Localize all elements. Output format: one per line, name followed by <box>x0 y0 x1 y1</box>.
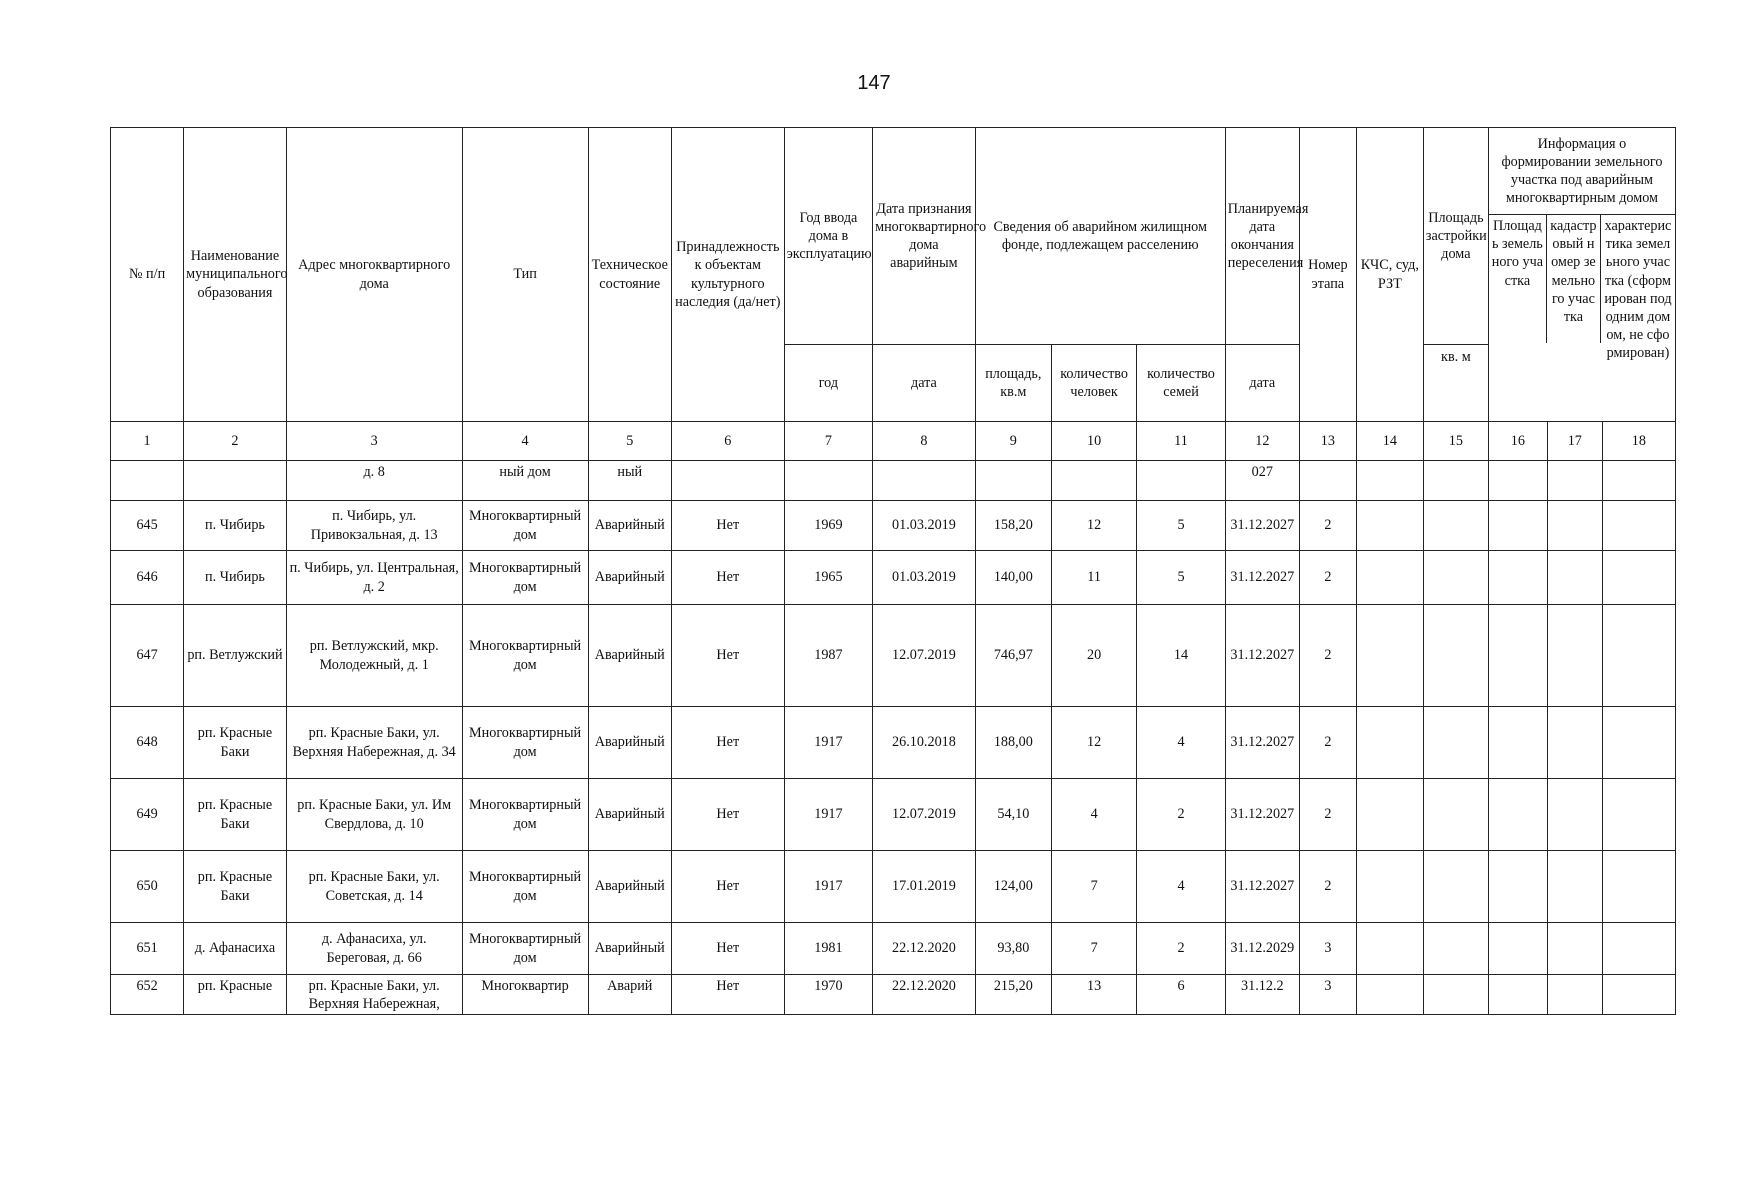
subheader-built-unit: кв. м <box>1423 345 1488 422</box>
empty-cell-col-18 <box>1602 975 1675 1015</box>
type-cell: Многоквартирный дом <box>462 605 588 707</box>
address-cell: рп. Красные Баки, ул. Верхняя Набережная, <box>286 975 462 1015</box>
type-cell: Многоквартирный дом <box>462 923 588 975</box>
stage-cell <box>1299 461 1356 501</box>
header-fund-info: Сведения об аварийном жилищном фонде, подлежащем расселению <box>975 128 1225 345</box>
area-cell <box>975 461 1051 501</box>
row-number: 652 <box>111 975 184 1015</box>
row-number: 645 <box>111 501 184 551</box>
subheader-area: площадь, кв.м <box>975 345 1051 422</box>
stage-cell: 2 <box>1299 501 1356 551</box>
address-cell: рп. Красные Баки, ул. Верхняя Набережная, д. 34 <box>286 707 462 779</box>
families-cell: 6 <box>1137 975 1225 1015</box>
area-cell: 158,20 <box>975 501 1051 551</box>
area-cell: 140,00 <box>975 551 1051 605</box>
table-row <box>111 605 1676 707</box>
empty-cell-col-15 <box>1423 707 1488 779</box>
municipality-cell: д. Афанасиха <box>184 923 287 975</box>
row-number: 651 <box>111 923 184 975</box>
empty-cell-col-16 <box>1488 707 1547 779</box>
header-municipality: Наименование муниципального образования <box>184 128 287 422</box>
planned-date-cell: 31.12.2 <box>1225 975 1299 1015</box>
type-cell: Многоквартирный дом <box>462 501 588 551</box>
subheader-planned-date: дата <box>1225 345 1299 422</box>
kchs-cell <box>1356 551 1423 605</box>
column-number-row <box>111 422 1676 461</box>
emergency-housing-table <box>110 127 1676 1015</box>
planned-date-cell: 31.12.2027 <box>1225 851 1299 923</box>
empty-cell-col-15 <box>1423 551 1488 605</box>
municipality-cell: п. Чибирь <box>184 501 287 551</box>
header-cadastral: кадастровый номер земельного участка <box>1547 215 1601 343</box>
people-cell: 4 <box>1051 779 1136 851</box>
planned-date-cell: 027 <box>1225 461 1299 501</box>
table-row <box>111 461 1676 501</box>
kchs-cell <box>1356 461 1423 501</box>
table-row <box>111 923 1676 975</box>
empty-cell-col-15 <box>1423 851 1488 923</box>
heritage-cell: Нет <box>671 551 784 605</box>
subheader-people: количество человек <box>1051 345 1136 422</box>
empty-cell-col-16 <box>1488 605 1547 707</box>
year-cell: 1987 <box>784 605 872 707</box>
column-number-16: 16 <box>1488 422 1547 461</box>
page-number: 147 <box>857 72 891 94</box>
table-row <box>111 975 1676 1015</box>
column-number-4: 4 <box>462 422 588 461</box>
recognition-date-cell <box>873 461 976 501</box>
people-cell: 13 <box>1051 975 1136 1015</box>
header-type: Тип <box>462 128 588 422</box>
kchs-cell <box>1356 851 1423 923</box>
column-number-6: 6 <box>671 422 784 461</box>
tech-state-cell: Аварийный <box>588 923 671 975</box>
recognition-date-cell: 26.10.2018 <box>873 707 976 779</box>
empty-cell-col-17 <box>1547 707 1602 779</box>
municipality-cell: п. Чибирь <box>184 551 287 605</box>
families-cell: 5 <box>1137 551 1225 605</box>
address-cell: п. Чибирь, ул. Центральная, д. 2 <box>286 551 462 605</box>
heritage-cell <box>671 461 784 501</box>
municipality-cell: рп. Красные Баки <box>184 707 287 779</box>
type-cell: ный дом <box>462 461 588 501</box>
empty-cell-col-15 <box>1423 975 1488 1015</box>
kchs-cell <box>1356 923 1423 975</box>
stage-cell: 3 <box>1299 923 1356 975</box>
year-cell: 1917 <box>784 707 872 779</box>
stage-cell: 2 <box>1299 851 1356 923</box>
year-cell: 1981 <box>784 923 872 975</box>
column-number-13: 13 <box>1299 422 1356 461</box>
planned-date-cell: 31.12.2027 <box>1225 551 1299 605</box>
header-built-area: Площадь застройки дома <box>1423 128 1488 345</box>
tech-state-cell: ный <box>588 461 671 501</box>
type-cell: Многоквартирный дом <box>462 851 588 923</box>
year-cell: 1917 <box>784 851 872 923</box>
header-planned-date: Планируемая дата окончания переселения <box>1225 128 1299 345</box>
families-cell: 5 <box>1137 501 1225 551</box>
tech-state-cell: Аварийный <box>588 851 671 923</box>
subheader-date: дата <box>873 345 976 422</box>
empty-cell-col-18 <box>1602 851 1675 923</box>
header-heritage: Принадлежность к объектам культурного наследия (да/нет) <box>671 128 784 422</box>
table-row <box>111 779 1676 851</box>
people-cell: 7 <box>1051 923 1136 975</box>
subheader-year: год <box>784 345 872 422</box>
heritage-cell: Нет <box>671 707 784 779</box>
recognition-date-cell: 01.03.2019 <box>873 551 976 605</box>
header-recognition-date: Дата признания многоквартирного дома аварийным <box>873 128 976 345</box>
header-land-area: Площадь земельного участка <box>1489 215 1547 343</box>
row-number: 650 <box>111 851 184 923</box>
tech-state-cell: Аварийный <box>588 605 671 707</box>
heritage-cell: Нет <box>671 923 784 975</box>
type-cell: Многоквартир <box>462 975 588 1015</box>
empty-cell-col-15 <box>1423 501 1488 551</box>
tech-state-cell: Аварий <box>588 975 671 1015</box>
header-address: Адрес многоквартирного дома <box>286 128 462 422</box>
empty-cell-col-16 <box>1488 501 1547 551</box>
year-cell: 1917 <box>784 779 872 851</box>
empty-cell-col-16 <box>1488 551 1547 605</box>
stage-cell: 3 <box>1299 975 1356 1015</box>
table-row <box>111 851 1676 923</box>
families-cell: 2 <box>1137 923 1225 975</box>
families-cell: 2 <box>1137 779 1225 851</box>
column-number-17: 17 <box>1547 422 1602 461</box>
column-number-12: 12 <box>1225 422 1299 461</box>
header-tech-state: Техническое состояние <box>588 128 671 422</box>
type-cell: Многоквартирный дом <box>462 779 588 851</box>
empty-cell-col-17 <box>1547 461 1602 501</box>
kchs-cell <box>1356 605 1423 707</box>
empty-cell-col-17 <box>1547 975 1602 1015</box>
subheader-families: количество семей <box>1137 345 1225 422</box>
municipality-cell: рп. Красные <box>184 975 287 1015</box>
municipality-cell: рп. Ветлужский <box>184 605 287 707</box>
stage-cell: 2 <box>1299 551 1356 605</box>
planned-date-cell: 31.12.2027 <box>1225 779 1299 851</box>
tech-state-cell: Аварийный <box>588 501 671 551</box>
empty-cell-col-18 <box>1602 779 1675 851</box>
recognition-date-cell: 22.12.2020 <box>873 975 976 1015</box>
empty-cell-col-18 <box>1602 923 1675 975</box>
tech-state-cell: Аварийный <box>588 707 671 779</box>
heritage-cell: Нет <box>671 605 784 707</box>
empty-cell-col-18 <box>1602 551 1675 605</box>
year-cell: 1970 <box>784 975 872 1015</box>
column-number-1: 1 <box>111 422 184 461</box>
address-cell: рп. Красные Баки, ул. Им Свердлова, д. 10 <box>286 779 462 851</box>
people-cell: 11 <box>1051 551 1136 605</box>
area-cell: 93,80 <box>975 923 1051 975</box>
heritage-cell: Нет <box>671 851 784 923</box>
column-number-15: 15 <box>1423 422 1488 461</box>
heritage-cell: Нет <box>671 779 784 851</box>
people-cell <box>1051 461 1136 501</box>
header-kchs: КЧС, суд, РЗТ <box>1356 128 1423 422</box>
kchs-cell <box>1356 975 1423 1015</box>
address-cell: рп. Красные Баки, ул. Советская, д. 14 <box>286 851 462 923</box>
year-cell <box>784 461 872 501</box>
land-subcolumns <box>1489 215 1675 362</box>
row-number <box>111 461 184 501</box>
column-number-3: 3 <box>286 422 462 461</box>
stage-cell: 2 <box>1299 605 1356 707</box>
tech-state-cell: Аварийный <box>588 779 671 851</box>
empty-cell-col-16 <box>1488 779 1547 851</box>
empty-cell-col-17 <box>1547 605 1602 707</box>
row-number: 646 <box>111 551 184 605</box>
column-number-9: 9 <box>975 422 1051 461</box>
stage-cell: 2 <box>1299 779 1356 851</box>
header-land-char: характеристика земельного участка (сформирован под одним домом, не сформирован) <box>1604 218 1672 362</box>
area-cell: 215,20 <box>975 975 1051 1015</box>
empty-cell-col-15 <box>1423 779 1488 851</box>
empty-cell-col-18 <box>1602 501 1675 551</box>
empty-cell-col-17 <box>1547 551 1602 605</box>
area-cell: 188,00 <box>975 707 1051 779</box>
header-year-built: Год ввода дома в эксплуатацию <box>784 128 872 345</box>
people-cell: 20 <box>1051 605 1136 707</box>
header-land-info: Информация о формировании земельного участка под аварийным многоквартирным домом <box>1489 128 1675 215</box>
area-cell: 746,97 <box>975 605 1051 707</box>
column-number-5: 5 <box>588 422 671 461</box>
empty-cell-col-18 <box>1602 605 1675 707</box>
planned-date-cell: 31.12.2027 <box>1225 605 1299 707</box>
column-number-7: 7 <box>784 422 872 461</box>
kchs-cell <box>1356 707 1423 779</box>
row-number: 648 <box>111 707 184 779</box>
planned-date-cell: 31.12.2027 <box>1225 501 1299 551</box>
empty-cell-col-16 <box>1488 851 1547 923</box>
recognition-date-cell: 12.07.2019 <box>873 605 976 707</box>
column-number-10: 10 <box>1051 422 1136 461</box>
heritage-cell: Нет <box>671 501 784 551</box>
people-cell: 12 <box>1051 707 1136 779</box>
empty-cell-col-17 <box>1547 923 1602 975</box>
recognition-date-cell: 17.01.2019 <box>873 851 976 923</box>
header-num: № п/п <box>111 128 184 422</box>
table-row <box>111 551 1676 605</box>
recognition-date-cell: 01.03.2019 <box>873 501 976 551</box>
empty-cell-col-16 <box>1488 461 1547 501</box>
column-number-8: 8 <box>873 422 976 461</box>
empty-cell-col-18 <box>1602 707 1675 779</box>
families-cell <box>1137 461 1225 501</box>
municipality-cell: рп. Красные Баки <box>184 851 287 923</box>
year-cell: 1969 <box>784 501 872 551</box>
municipality-cell: рп. Красные Баки <box>184 779 287 851</box>
address-cell: д. 8 <box>286 461 462 501</box>
year-cell: 1965 <box>784 551 872 605</box>
planned-date-cell: 31.12.2029 <box>1225 923 1299 975</box>
address-cell: п. Чибирь, ул. Привокзальная, д. 13 <box>286 501 462 551</box>
column-number-2: 2 <box>184 422 287 461</box>
column-number-11: 11 <box>1137 422 1225 461</box>
kchs-cell <box>1356 501 1423 551</box>
empty-cell-col-18 <box>1602 461 1675 501</box>
area-cell: 124,00 <box>975 851 1051 923</box>
empty-cell-col-15 <box>1423 923 1488 975</box>
column-number-14: 14 <box>1356 422 1423 461</box>
heritage-cell: Нет <box>671 975 784 1015</box>
people-cell: 12 <box>1051 501 1136 551</box>
kchs-cell <box>1356 779 1423 851</box>
type-cell: Многоквартирный дом <box>462 707 588 779</box>
stage-cell: 2 <box>1299 707 1356 779</box>
families-cell: 4 <box>1137 851 1225 923</box>
header-land-group <box>1488 128 1675 422</box>
empty-cell-col-16 <box>1488 923 1547 975</box>
empty-cell-col-17 <box>1547 851 1602 923</box>
column-number-18: 18 <box>1602 422 1675 461</box>
empty-cell-col-15 <box>1423 605 1488 707</box>
row-number: 647 <box>111 605 184 707</box>
table-row <box>111 707 1676 779</box>
tech-state-cell: Аварийный <box>588 551 671 605</box>
families-cell: 14 <box>1137 605 1225 707</box>
empty-cell-col-17 <box>1547 501 1602 551</box>
planned-date-cell: 31.12.2027 <box>1225 707 1299 779</box>
table-row <box>111 501 1676 551</box>
address-cell: рп. Ветлужский, мкр. Молодежный, д. 1 <box>286 605 462 707</box>
empty-cell-col-17 <box>1547 779 1602 851</box>
address-cell: д. Афанасиха, ул. Береговая, д. 66 <box>286 923 462 975</box>
area-cell: 54,10 <box>975 779 1051 851</box>
recognition-date-cell: 22.12.2020 <box>873 923 976 975</box>
type-cell: Многоквартирный дом <box>462 551 588 605</box>
people-cell: 7 <box>1051 851 1136 923</box>
empty-cell-col-15 <box>1423 461 1488 501</box>
empty-cell-col-16 <box>1488 975 1547 1015</box>
header-stage: Номер этапа <box>1299 128 1356 422</box>
recognition-date-cell: 12.07.2019 <box>873 779 976 851</box>
municipality-cell <box>184 461 287 501</box>
row-number: 649 <box>111 779 184 851</box>
families-cell: 4 <box>1137 707 1225 779</box>
